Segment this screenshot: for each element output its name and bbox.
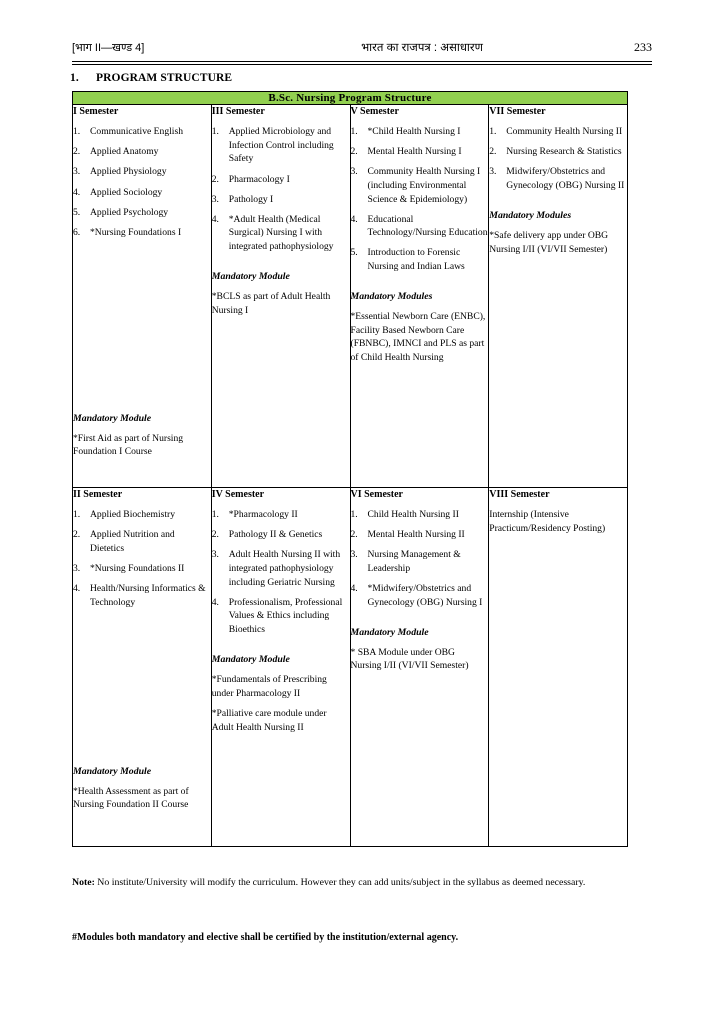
note-paragraph [72,876,652,890]
list-item [212,596,350,637]
list-item [212,193,350,207]
list-item [351,125,489,139]
list-marker: 3. [350,166,358,178]
semester-heading: V Semester [350,106,399,117]
mandatory-module-heading: Mandatory Module [73,765,152,777]
mandatory-module-text: *Essential Newborn Care (ENBC), Facility Based Newborn Care (FBNBC), IMNCI and PLS as part of Child Health Nursing [350,311,486,363]
list-marker: 5. [73,206,81,218]
course-name: Applied Nutrition and Dietetics [90,529,175,554]
cell-semester-1 [73,105,212,488]
course-name: Applied Anatomy [90,146,159,158]
semester-heading: VII Semester [489,106,546,117]
cell-semester-2 [73,488,212,847]
mandatory-module-block [212,270,350,317]
table-row [73,488,628,847]
list-item [212,125,350,166]
hash-note: #Modules both mandatory and elective shall be certified by the institution/external agency. [72,932,459,943]
list-item [73,125,211,139]
list-item [351,582,489,609]
mandatory-module-block [351,290,489,364]
course-name: Pathology I [228,193,274,205]
list-marker: 4. [350,213,358,225]
list-item [73,145,211,159]
section-title: PROGRAM STRUCTURE [96,72,233,84]
list-item [212,548,350,589]
course-name: Adult Health Nursing II with integrated pathophysiology including Geriatric Nursing [228,549,341,588]
semester-heading: VIII Semester [489,489,550,500]
course-list [73,125,211,246]
course-list [212,125,350,260]
list-marker: 4. [73,583,81,595]
semester-heading: I Semester [73,106,119,117]
cell-semester-4 [211,488,350,847]
list-marker: 1. [489,126,497,138]
list-marker: 2. [211,529,219,541]
list-item [351,528,489,542]
mandatory-module-text: *First Aid as part of Nursing Foundation I Course [73,432,184,458]
course-name: Communicative English [90,126,183,138]
cell-semester-7 [489,105,628,488]
course-name: Nursing Management & Leadership [367,549,461,575]
mandatory-module-heading: Mandatory Module [211,271,290,283]
course-list [212,508,350,643]
note-text: No institute/University will modify the curriculum. However they can add units/subject in the syllabus as deemed necessary. [94,877,586,888]
table-title: B.Sc. Nursing Program Structure [73,92,628,105]
cell-semester-6 [350,488,489,847]
course-name: Health/Nursing Informatics & Technology [90,583,206,608]
section-number: 1. [70,72,79,84]
list-marker: 4. [73,186,81,198]
list-marker: 3. [350,549,358,561]
list-item [351,213,489,240]
mandatory-module-text: *BCLS as part of Adult Health Nursing I [211,290,331,316]
list-item [489,125,627,139]
list-marker: 6. [73,226,81,238]
list-marker: 4. [211,596,219,608]
course-name: Professionalism, Professional Values & Ethics including Bioethics [228,596,343,635]
course-name: Midwifery/Obstetrics and Gynecology (OBG) Nursing II [506,166,625,192]
list-item [73,528,211,555]
course-name: *Nursing Foundations II [90,563,185,575]
header-gazette-title: भारत का राजपत्र : असाधारण [361,42,483,54]
course-list [489,125,627,199]
mandatory-module-heading: Mandatory Modules [350,291,433,303]
list-item [73,508,211,522]
page-number: 233 [634,40,652,54]
list-item [73,165,211,179]
program-structure-table [72,91,628,847]
list-marker: 1. [211,126,219,138]
mandatory-module-heading: Mandatory Modules [489,210,572,222]
internship-text: Internship (Intensive Practicum/Residency Posting) [489,509,606,534]
list-item [351,145,489,159]
course-name: Pathology II & Genetics [228,529,323,541]
course-list [351,508,489,616]
semester-heading: II Semester [73,489,123,500]
list-marker: 2. [211,173,219,185]
table-title-row [73,92,628,105]
header-divider [72,61,652,65]
list-marker: 2. [73,529,81,541]
course-name: Mental Health Nursing II [367,529,465,541]
mandatory-module-block [212,653,350,734]
mandatory-module-text: *Fundamentals of Prescribing under Pharmacology II [211,673,327,699]
mandatory-module-block [73,765,211,812]
cell-semester-5 [350,105,489,488]
list-marker: 4. [350,583,358,595]
mandatory-module-heading: Mandatory Module [350,626,429,638]
mandatory-module-block [351,626,489,673]
course-name: *Pharmacology II [228,509,298,521]
mandatory-module-block [489,209,627,256]
mandatory-module-text: * SBA Module under OBG Nursing I/II (VI/VII Semester) [350,646,469,672]
list-item [351,508,489,522]
list-marker: 2. [350,529,358,541]
course-name: *Midwifery/Obstetrics and Gynecology (OBG) Nursing I [367,583,483,608]
semester-heading: VI Semester [350,489,403,500]
mandatory-module-text: *Safe delivery app under OBG Nursing I/II (VI/VII Semester) [489,230,609,255]
list-marker: 2. [73,146,81,158]
cell-semester-8 [489,488,628,847]
list-marker: 1. [350,509,358,521]
course-name: Community Health Nursing I (including Environmental Science & Epidemiology) [367,166,481,205]
course-list [351,125,489,280]
note-label: Note: [72,877,95,888]
list-marker: 3. [73,563,81,575]
list-item [73,226,211,240]
course-name: Applied Microbiology and Infection Control including Safety [228,126,334,165]
list-item [351,165,489,206]
course-name: Nursing Research & Statistics [506,146,622,158]
mandatory-module-heading: Mandatory Module [73,412,152,424]
course-name: Applied Biochemistry [90,509,175,521]
list-marker: 1. [211,509,219,521]
course-name: Community Health Nursing II [506,126,623,138]
mandatory-module-text: *Health Assessment as part of Nursing Foundation II Course [73,785,189,811]
list-marker: 2. [489,146,497,158]
list-item [489,145,627,159]
list-marker: 5. [350,247,358,259]
list-marker: 1. [73,509,81,521]
list-marker: 3. [489,166,497,178]
mandatory-module-text-secondary: *Palliative care module under Adult Health Nursing II [211,708,327,733]
course-name: Pharmacology I [228,173,290,185]
list-item [212,528,350,542]
list-item [73,206,211,220]
list-marker: 1. [73,126,81,138]
course-name: Educational Technology/Nursing Education [367,213,488,239]
course-name: *Child Health Nursing I [367,126,461,138]
list-item [212,213,350,254]
course-name: Applied Sociology [90,186,163,198]
list-marker: 3. [211,549,219,561]
mandatory-module-heading: Mandatory Module [211,654,290,666]
list-item [212,508,350,522]
course-name: Child Health Nursing II [367,509,459,521]
course-name: Applied Psychology [90,206,169,218]
list-item [351,246,489,273]
course-name: Applied Physiology [90,166,167,178]
semester-heading: IV Semester [211,489,265,500]
list-item [73,582,211,609]
list-item [73,562,211,576]
list-item [73,186,211,200]
page-title [70,72,232,84]
course-name: Introduction to Forensic Nursing and Indian Laws [367,247,465,273]
list-marker: 3. [211,193,219,205]
list-item [351,548,489,575]
list-marker: 2. [350,146,358,158]
running-header [72,40,652,55]
list-item [212,173,350,187]
list-marker: 3. [73,166,81,178]
course-name: Mental Health Nursing I [367,146,462,158]
course-name: *Nursing Foundations I [90,226,182,238]
semester-heading: III Semester [211,106,265,117]
program-structure-table-wrapper [72,91,628,847]
course-name: *Adult Health (Medical Surgical) Nursing I with integrated pathophysiology [228,213,334,252]
table-row [73,105,628,488]
course-list [73,508,211,616]
list-marker: 1. [350,126,358,138]
header-left-part: [भाग II—खण्ड 4] [72,42,145,54]
cell-semester-3 [211,105,350,488]
list-marker: 4. [211,213,219,225]
list-item [489,165,627,192]
mandatory-module-block [73,412,211,459]
